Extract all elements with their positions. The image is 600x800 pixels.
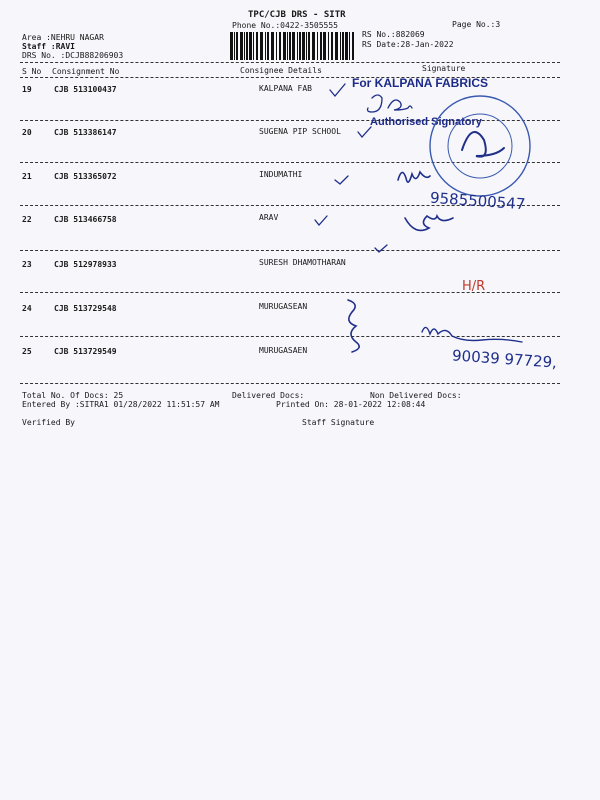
row-consignment: CJB 513365072 [54, 172, 117, 181]
row-consignment: CJB 513386147 [54, 128, 117, 137]
phone-number: Phone No.:0422-3505555 [232, 21, 338, 30]
company-stamp: For KALPANA FABRICS [352, 76, 488, 90]
row-consignee: ARAV [259, 213, 279, 222]
total-docs: Total No. Of Docs: 25 [22, 391, 124, 400]
area-label: Area :NEHRU NAGAR [22, 33, 104, 42]
row-sno: 20 [22, 128, 32, 137]
row-sno: 21 [22, 172, 32, 181]
row-consignee: KALPANA FAB [259, 84, 312, 93]
row-sno: 23 [22, 260, 32, 269]
barcode [230, 32, 356, 60]
col-consignment: Consignment No [52, 67, 120, 76]
divider [20, 62, 560, 63]
row-consignee: MURUGASEAN [259, 302, 308, 311]
staff-label: Staff :RAVI [22, 42, 75, 51]
signature-marks [300, 70, 570, 390]
row-consignment: CJB 513466758 [54, 215, 117, 224]
row-consignment: CJB 512978933 [54, 260, 117, 269]
verified-by: Verified By [22, 418, 75, 427]
row-consignment: CJB 513100437 [54, 85, 117, 94]
drs-number: DRS No. :DCJB88206903 [22, 51, 124, 60]
row-sno: 19 [22, 85, 32, 94]
rs-date: RS Date:28-Jan-2022 [362, 40, 454, 49]
row-consignment: CJB 513729548 [54, 304, 117, 313]
authorised-signatory: Authorised Signatory [370, 116, 482, 128]
entered-by: Entered By :SITRA1 01/28/2022 11:51:57 AM [22, 400, 220, 409]
staff-signature: Staff Signature [302, 418, 375, 427]
col-signature: Signature [422, 64, 466, 73]
row-consignee: SUGENA PIP SCHOOL [259, 127, 341, 136]
row-consignee: SURESH DHAMOTHARAN [259, 258, 346, 267]
non-delivered-docs: Non Delivered Docs: [370, 391, 462, 400]
handwritten-phone-1: 9585500547 [429, 188, 526, 214]
row-sno: 25 [22, 347, 32, 356]
handwritten-note: H/R [462, 279, 486, 294]
delivered-docs: Delivered Docs: [232, 391, 305, 400]
document-title: TPC/CJB DRS - SITR [248, 10, 346, 20]
row-consignee: MURUGASAEN [259, 346, 308, 355]
handwritten-phone-2: 90039 97729, [451, 346, 558, 372]
rs-number: RS No.:882069 [362, 30, 425, 39]
col-consignee: Consignee Details [240, 66, 322, 75]
page-number: Page No.:3 [452, 20, 501, 29]
row-consignee: INDUMATHI [259, 170, 303, 179]
row-sno: 24 [22, 304, 32, 313]
printed-on: Printed On: 28-01-2022 12:08:44 [276, 400, 426, 409]
row-consignment: CJB 513729549 [54, 347, 117, 356]
col-sno: S No [22, 67, 42, 76]
row-sno: 22 [22, 215, 32, 224]
